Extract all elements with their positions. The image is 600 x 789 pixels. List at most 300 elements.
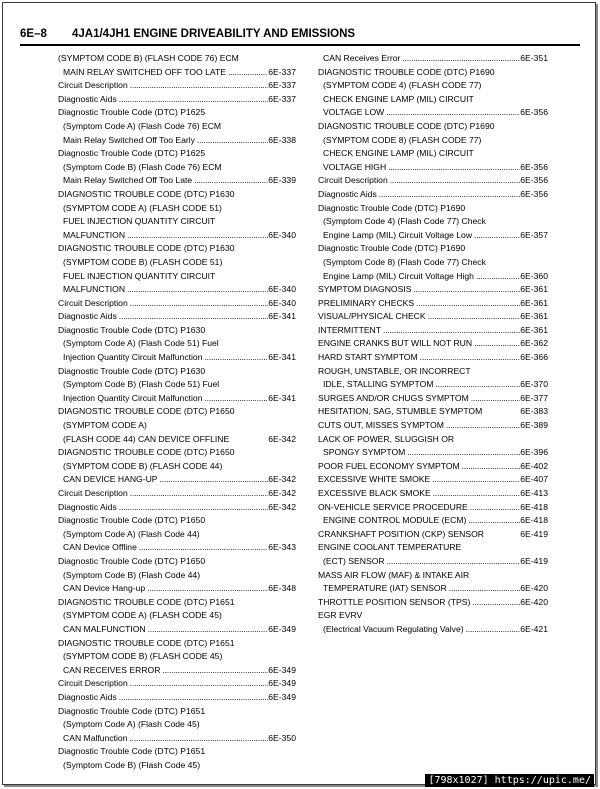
toc-entry-line: Diagnostic Trouble Code (DTC) P1651 — [58, 746, 206, 757]
toc-entry-line: Diagnostic Trouble Code (DTC) P1630 — [58, 365, 206, 376]
toc-page-number: 6E-342 — [268, 474, 296, 485]
toc-entry-title: VISUAL/PHYSICAL CHECK — [318, 311, 426, 322]
dot-leader — [137, 541, 268, 555]
toc-entry[interactable] — [318, 242, 548, 283]
toc-entry[interactable] — [58, 446, 296, 487]
toc-entry-title: Main Relay Switched Off Too Late — [63, 175, 193, 186]
toc-entry[interactable] — [318, 528, 548, 542]
dot-leader — [418, 351, 521, 365]
dot-leader — [127, 732, 268, 746]
toc-entry-row — [58, 664, 296, 678]
dot-leader — [464, 623, 521, 637]
toc-page-number: 6E-419 — [520, 555, 548, 566]
toc-entry-line: (Symptom Code A) (Flash Code 51) Fuel — [63, 338, 219, 349]
toc-entry-line: Diagnostic Trouble Code (DTC) P1651 — [58, 705, 206, 716]
toc-page-number: 6E-343 — [268, 542, 296, 553]
toc-entry-line: (SYMPTOM CODE 4) (FLASH CODE 77) — [323, 80, 482, 91]
toc-entry-title: Injection Quantity Circuit Malfunction — [63, 392, 203, 403]
toc-page-number: 6E-413 — [520, 488, 548, 498]
toc-entry[interactable] — [318, 501, 548, 515]
toc-page-number: 6E-349 — [268, 691, 296, 702]
toc-entry-row — [318, 596, 548, 610]
toc-entry[interactable] — [58, 745, 296, 772]
toc-entry[interactable] — [318, 487, 548, 501]
toc-entry-row — [58, 297, 296, 311]
dot-leader — [385, 555, 521, 569]
toc-entry-title: VOLTAGE HIGH — [323, 161, 387, 172]
toc-entry-title: CAN DEVICE HANG-UP — [63, 474, 158, 485]
header-rule — [20, 44, 580, 46]
toc-entry-line: Diagnostic Trouble Code (DTC) P1630 — [58, 324, 206, 335]
toc-page-number: 6E-361 — [520, 284, 548, 295]
toc-entry-row — [318, 487, 548, 501]
toc-page-number: 6E-348 — [268, 583, 296, 594]
toc-entry[interactable] — [318, 365, 548, 392]
dot-leader — [414, 297, 520, 311]
toc-entry-line: MASS AIR FLOW (MAF) & INTAKE AIR — [318, 569, 470, 580]
toc-entry-title: VOLTAGE LOW — [323, 107, 385, 118]
toc-entry-row — [58, 691, 296, 705]
toc-entry-title: Engine Lamp (MIL) Circuit Voltage High — [323, 270, 474, 281]
toc-entry-row — [318, 297, 548, 311]
toc-entry-row — [58, 487, 296, 501]
toc-page-number: 6E-420 — [520, 583, 548, 594]
toc-entry[interactable] — [58, 297, 296, 311]
toc-entry-row — [318, 582, 548, 596]
dot-leader — [468, 501, 520, 515]
toc-entry-row — [58, 229, 296, 243]
toc-page-number: 6E-421 — [520, 623, 548, 634]
toc-entry-title: HESITATION, SAG, STUMBLE SYMPTOM — [318, 406, 483, 417]
toc-entry[interactable] — [318, 392, 548, 406]
dot-leader — [411, 283, 520, 297]
toc-entry-line: (SYMPTOM CODE 8) (FLASH CODE 77) — [323, 134, 482, 145]
toc-entry-title: CUTS OUT, MISSES SYMPTOM — [318, 420, 444, 431]
dot-leader — [405, 446, 520, 460]
toc-entry[interactable] — [318, 473, 548, 487]
toc-entry[interactable] — [58, 93, 296, 107]
toc-entry-title: ON-VEHICLE SERVICE PROCEDURE — [318, 501, 468, 512]
toc-entry-line: DIAGNOSTIC TROUBLE CODE (DTC) P1630 — [58, 243, 235, 254]
toc-entry-title: POOR FUEL ECONOMY SYMPTOM — [318, 460, 460, 471]
toc-column-right — [318, 52, 548, 637]
toc-entry[interactable] — [318, 297, 548, 311]
toc-page-number: 6E-370 — [520, 379, 548, 390]
toc-entry-line: (SYMPTOM CODE A) (FLASH CODE 45) — [63, 610, 222, 621]
toc-entry-row — [318, 270, 548, 284]
toc-entry-title: CAN Device Hang-up — [63, 583, 146, 594]
toc-entry-row — [318, 337, 548, 351]
toc-entry[interactable] — [318, 569, 548, 596]
toc-entry-row — [318, 501, 548, 515]
toc-page-number: 6E-341 — [268, 352, 296, 363]
toc-entry[interactable] — [318, 66, 548, 120]
toc-page-number: 6E-356 — [520, 107, 548, 118]
toc-page-number: 6E-337 — [268, 80, 296, 91]
dot-leader — [117, 501, 269, 515]
toc-entry-title: THROTTLE POSITION SENSOR (TPS) — [318, 596, 471, 607]
toc-page-number: 6E-420 — [520, 596, 548, 607]
toc-page-number: 6E-383 — [520, 406, 548, 417]
page-number: 6E–8 — [20, 28, 47, 40]
toc-entry-row — [58, 351, 296, 365]
toc-page-number: 6E-389 — [520, 420, 548, 431]
toc-page-number: 6E-402 — [520, 460, 548, 471]
toc-entry[interactable] — [318, 310, 548, 324]
toc-entry-row — [318, 283, 548, 297]
toc-page-number: 6E-366 — [520, 352, 548, 363]
dot-leader — [128, 79, 269, 93]
toc-entry[interactable] — [58, 637, 296, 678]
toc-entry-row — [318, 188, 548, 202]
toc-entry-line: DIAGNOSTIC TROUBLE CODE (DTC) P1630 — [58, 188, 235, 199]
toc-entry-row — [318, 52, 548, 66]
toc-entry-title: Circuit Description — [58, 297, 128, 308]
toc-entry-row — [58, 66, 296, 80]
toc-page-number: 6E-361 — [520, 297, 548, 308]
dot-leader — [146, 623, 269, 637]
toc-entry-row — [318, 623, 548, 637]
toc-entry-title: (ECT) SENSOR — [323, 555, 385, 566]
toc-page-number: 6E-342 — [268, 488, 296, 498]
toc-entry-row — [318, 174, 548, 188]
toc-entry-title: MALFUNCTION — [63, 229, 126, 240]
dot-leader — [377, 188, 521, 202]
toc-entry-row — [318, 378, 548, 392]
toc-entry-line: (SYMPTOM CODE B) (FLASH CODE 45) — [63, 651, 223, 662]
toc-entry-row — [318, 460, 548, 474]
toc-entry[interactable] — [58, 705, 296, 746]
toc-page-number: 6E-351 — [520, 53, 548, 63]
toc-entry-line: CHECK ENGINE LAMP (MIL) CIRCUIT — [323, 93, 474, 104]
toc-entry-row — [318, 324, 548, 338]
toc-entry-row — [318, 555, 548, 569]
toc-column-left — [58, 52, 296, 772]
toc-entry-title: Diagnostic Aids — [318, 188, 377, 199]
toc-entry-row — [318, 161, 548, 175]
toc-entry-row — [58, 310, 296, 324]
toc-page-number: 6E-340 — [268, 229, 296, 240]
toc-page-number: 6E-349 — [268, 678, 296, 689]
toc-page-number: 6E-361 — [520, 311, 548, 322]
toc-entry-row — [58, 501, 296, 515]
toc-entry-line: ENGINE COOLANT TEMPERATURE — [318, 542, 462, 553]
toc-entry[interactable] — [318, 283, 548, 297]
toc-page-number: 6E-357 — [520, 229, 548, 240]
dot-leader — [474, 270, 520, 284]
toc-entry[interactable] — [58, 555, 296, 596]
toc-entry[interactable] — [318, 514, 548, 528]
toc-entry-row — [58, 623, 296, 637]
toc-entry-title: Main Relay Switched Off Too Early — [63, 134, 195, 145]
toc-entry-line: (Symptom Code 8) (Flash Code 77) Check — [323, 256, 486, 267]
toc-entry-title: Injection Quantity Circuit Malfunction — [63, 352, 203, 363]
toc-entry-row — [58, 392, 296, 406]
toc-entry-title: CRANKSHAFT POSITION (CKP) SENSOR — [318, 528, 485, 539]
toc-entry-line: DIAGNOSTIC TROUBLE CODE (DTC) P1690 — [318, 120, 495, 131]
toc-page-number: 6E-377 — [520, 392, 548, 403]
toc-entry-line: (SYMPTOM CODE B) (FLASH CODE 76) ECM — [58, 53, 239, 63]
toc-entry[interactable] — [58, 365, 296, 406]
toc-entry[interactable] — [58, 501, 296, 515]
dot-leader — [470, 596, 520, 610]
toc-entry[interactable] — [318, 609, 548, 636]
toc-entry-title: Circuit Description — [58, 488, 128, 498]
toc-entry-row — [58, 433, 296, 447]
toc-entry-title: ENGINE CRANKS BUT WILL NOT RUN — [318, 338, 473, 349]
dot-leader — [125, 229, 268, 243]
toc-entry[interactable] — [318, 419, 548, 433]
toc-entry-line: (Symptom Code B) (Flash Code 44) — [63, 569, 201, 580]
toc-entry-row — [318, 514, 548, 528]
toc-entry-line: (SYMPTOM CODE A) (FLASH CODE 51) — [63, 202, 222, 213]
toc-entry[interactable] — [318, 174, 548, 188]
toc-entry-row — [318, 446, 548, 460]
toc-entry-line: (Symptom Code A) (Flash Code 44) — [63, 528, 200, 539]
dot-leader — [472, 229, 520, 243]
toc-entry-row — [58, 79, 296, 93]
toc-entry-title: Diagnostic Aids — [58, 93, 117, 104]
toc-entry-line: EGR EVRV — [318, 610, 363, 621]
dot-leader — [460, 460, 521, 474]
toc-entry-title: (FLASH CODE 44) CAN DEVICE OFFLINE — [63, 433, 230, 444]
toc-entry-title: HARD START SYMPTOM — [318, 352, 418, 363]
toc-entry-title: PRELIMINARY CHECKS — [318, 297, 415, 308]
toc-entry[interactable] — [318, 337, 548, 351]
toc-entry[interactable] — [58, 324, 296, 365]
toc-entry-title: SYMPTOM DIAGNOSIS — [318, 284, 412, 295]
dot-leader — [384, 106, 520, 120]
toc-entry[interactable] — [318, 541, 548, 568]
dot-leader — [430, 473, 520, 487]
toc-entry[interactable] — [318, 433, 548, 460]
toc-entry[interactable] — [318, 120, 548, 174]
toc-page-number: 6E-341 — [268, 311, 296, 322]
dot-leader — [431, 487, 521, 501]
toc-entry-row — [58, 93, 296, 107]
toc-page-number: 6E-340 — [268, 297, 296, 308]
toc-entry-line: CHECK ENGINE LAMP (MIL) CIRCUIT — [323, 148, 474, 159]
toc-entry-title: Circuit Description — [318, 175, 388, 186]
toc-entry-line: (Symptom Code B) (Flash Code 45) — [63, 759, 201, 770]
dot-leader — [117, 691, 269, 705]
dot-leader — [381, 324, 520, 338]
toc-page-number: 6E-339 — [268, 175, 296, 186]
toc-entry[interactable] — [318, 351, 548, 365]
dot-leader — [202, 392, 268, 406]
toc-page-number: 6E-356 — [520, 175, 548, 186]
toc-page-number: 6E-340 — [268, 284, 296, 295]
toc-entry[interactable] — [318, 188, 548, 202]
toc-entry[interactable] — [58, 310, 296, 324]
dot-leader — [117, 310, 269, 324]
dot-leader — [469, 392, 521, 406]
toc-page-number: 6E-337 — [268, 93, 296, 104]
toc-page-number: 6E-418 — [520, 515, 548, 526]
dot-leader — [444, 419, 520, 433]
toc-entry-title: CAN MALFUNCTION — [63, 623, 146, 634]
toc-page-number: 6E-349 — [268, 664, 296, 675]
toc-entry-row — [58, 732, 296, 746]
toc-entry[interactable] — [318, 202, 548, 243]
toc-page-number: 6E-396 — [520, 447, 548, 458]
toc-entry-title: SPONGY SYMPTOM — [323, 447, 406, 458]
toc-entry-title: Circuit Description — [58, 678, 128, 689]
dot-leader — [433, 378, 520, 392]
toc-entry[interactable] — [318, 596, 548, 610]
toc-entry-title: CAN Device Offline — [63, 542, 137, 553]
toc-entry-line: DIAGNOSTIC TROUBLE CODE (DTC) P1650 — [58, 406, 235, 417]
dot-leader — [192, 174, 268, 188]
dot-leader — [195, 134, 268, 148]
dot-leader — [128, 487, 269, 501]
toc-page-number: 6E-356 — [520, 188, 548, 199]
toc-entry-row — [318, 106, 548, 120]
toc-entry-row — [318, 405, 548, 419]
toc-entry-title: INTERMITTENT — [318, 324, 382, 335]
toc-entry-line: Diagnostic Trouble Code (DTC) P1690 — [318, 202, 466, 213]
toc-entry-title: MAIN RELAY SWITCHED OFF TOO LATE — [63, 66, 226, 77]
toc-entry[interactable] — [58, 242, 296, 296]
dot-leader — [128, 297, 269, 311]
toc-entry-title: EXCESSIVE WHITE SMOKE — [318, 474, 431, 485]
toc-page-number: 6E-361 — [520, 324, 548, 335]
dot-leader — [388, 174, 521, 188]
toc-entry[interactable] — [58, 487, 296, 501]
toc-page-number: 6E-342 — [268, 501, 296, 512]
toc-page-number: 6E-362 — [520, 338, 548, 349]
dot-leader — [400, 52, 520, 66]
toc-entry-title: Engine Lamp (MIL) Circuit Voltage Low — [323, 229, 473, 240]
dot-leader — [160, 664, 268, 678]
toc-entry-line: FUEL INJECTION QUANTITY CIRCUIT — [63, 270, 216, 281]
toc-entry[interactable] — [318, 460, 548, 474]
toc-entry-row — [318, 419, 548, 433]
toc-entry-line: (Symptom Code B) (Flash Code 76) ECM — [63, 161, 222, 172]
toc-page-number: 6E-342 — [268, 433, 296, 444]
toc-entry-line: (SYMPTOM CODE B) (FLASH CODE 44) — [63, 460, 223, 471]
toc-entry-line: Diagnostic Trouble Code (DTC) P1690 — [318, 243, 466, 254]
toc-page-number: 6E-349 — [268, 623, 296, 634]
toc-entry[interactable] — [58, 106, 296, 147]
toc-page-number: 6E-360 — [520, 270, 548, 281]
toc-entry-row — [58, 174, 296, 188]
toc-entry[interactable] — [58, 677, 296, 691]
toc-entry-line: Diagnostic Trouble Code (DTC) P1625 — [58, 107, 206, 118]
toc-entry[interactable] — [58, 188, 296, 242]
toc-entry-title: Diagnostic Aids — [58, 311, 117, 322]
toc-entry[interactable] — [58, 405, 296, 446]
toc-entry-line: FUEL INJECTION QUANTITY CIRCUIT — [63, 216, 216, 227]
toc-entry-line: ROUGH, UNSTABLE, OR INCORRECT — [318, 365, 471, 376]
toc-entry-line: Diagnostic Trouble Code (DTC) P1650 — [58, 555, 206, 566]
page-title: 4JA1/4JH1 ENGINE DRIVEABILITY AND EMISSIONS — [72, 28, 356, 40]
toc-entry-row — [58, 677, 296, 691]
dot-leader — [145, 582, 268, 596]
toc-entry-line: (Symptom Code A) (Flash Code 76) ECM — [63, 120, 222, 131]
dot-leader — [472, 337, 520, 351]
toc-entry-title: Diagnostic Aids — [58, 501, 117, 512]
toc-entry-row — [58, 541, 296, 555]
toc-entry[interactable] — [58, 514, 296, 555]
page-header — [20, 28, 580, 44]
toc-entry[interactable] — [58, 596, 296, 637]
image-watermark: [798x1027] https://upic.me/ — [425, 774, 594, 787]
toc-entry-line: (Symptom Code B) (Flash Code 51) Fuel — [63, 379, 220, 390]
toc-entry-line: (Symptom Code A) (Flash Code 45) — [63, 719, 200, 730]
toc-entry-line: DIAGNOSTIC TROUBLE CODE (DTC) P1690 — [318, 66, 495, 77]
toc-entry[interactable] — [58, 147, 296, 188]
dot-leader — [447, 582, 520, 596]
toc-entry[interactable] — [58, 79, 296, 93]
toc-entry-row — [318, 229, 548, 243]
toc-entry-title: EXCESSIVE BLACK SMOKE — [318, 488, 431, 498]
toc-entry-title: Circuit Description — [58, 80, 128, 91]
toc-page-number: 6E-356 — [520, 161, 548, 172]
dot-leader — [426, 310, 521, 324]
toc-page-number: 6E-341 — [268, 392, 296, 403]
toc-page-number: 6E-350 — [268, 732, 296, 743]
toc-entry-line: Diagnostic Trouble Code (DTC) P1650 — [58, 515, 206, 526]
toc-entry[interactable] — [318, 324, 548, 338]
dot-leader — [117, 93, 269, 107]
toc-entry-title: TEMPERATURE (IAT) SENSOR — [323, 583, 447, 594]
toc-entry-line: DIAGNOSTIC TROUBLE CODE (DTC) P1650 — [58, 447, 235, 458]
toc-entry[interactable] — [318, 52, 548, 66]
toc-page-number: 6E-407 — [520, 474, 548, 485]
dot-leader — [128, 677, 269, 691]
toc-entry[interactable] — [58, 52, 296, 79]
toc-entry-row — [318, 392, 548, 406]
toc-entry-row — [318, 528, 548, 542]
toc-entry-row — [318, 473, 548, 487]
toc-entry-row — [58, 473, 296, 487]
toc-entry-line: (Symptom Code 4) (Flash Code 77) Check — [323, 216, 486, 227]
toc-entry-line: Diagnostic Trouble Code (DTC) P1625 — [58, 148, 206, 159]
toc-entry-row — [58, 134, 296, 148]
toc-entry[interactable] — [318, 405, 548, 419]
toc-entry-title: CAN Receives Error — [323, 53, 401, 63]
toc-entry-row — [58, 582, 296, 596]
toc-entry-title: CAN Malfunction — [63, 732, 128, 743]
toc-entry-row — [318, 351, 548, 365]
toc-page-number: 6E-337 — [268, 66, 296, 77]
toc-entry-line: LACK OF POWER, SLUGGISH OR — [318, 433, 455, 444]
toc-entry-row — [58, 283, 296, 297]
dot-leader — [202, 351, 268, 365]
toc-entry-title: Diagnostic Aids — [58, 691, 117, 702]
toc-page-number: 6E-418 — [520, 501, 548, 512]
toc-entry-row — [318, 310, 548, 324]
toc-entry[interactable] — [58, 691, 296, 705]
toc-entry-title: MALFUNCTION — [63, 284, 126, 295]
toc-page-number: 6E-338 — [268, 134, 296, 145]
dot-leader — [226, 66, 268, 80]
toc-entry-line: (SYMPTOM CODE A) — [63, 420, 147, 431]
dot-leader — [386, 161, 520, 175]
toc-entry-line: (SYMPTOM CODE B) (FLASH CODE 51) — [63, 256, 223, 267]
dot-leader — [125, 283, 268, 297]
dot-leader — [158, 473, 269, 487]
toc-entry-title: SURGES AND/OR CHUGS SYMPTOM — [318, 392, 469, 403]
toc-entry-title: (Electrical Vacuum Regulating Valve) — [323, 623, 464, 634]
toc-entry-title: CAN RECEIVES ERROR — [63, 664, 161, 675]
toc-page-number: 6E-419 — [520, 528, 548, 539]
toc-entry-line: DIAGNOSTIC TROUBLE CODE (DTC) P1651 — [58, 637, 235, 648]
toc-entry-title: ENGINE CONTROL MODULE (ECM) — [323, 515, 467, 526]
dot-leader — [466, 514, 520, 528]
toc-entry-line: DIAGNOSTIC TROUBLE CODE (DTC) P1651 — [58, 596, 235, 607]
